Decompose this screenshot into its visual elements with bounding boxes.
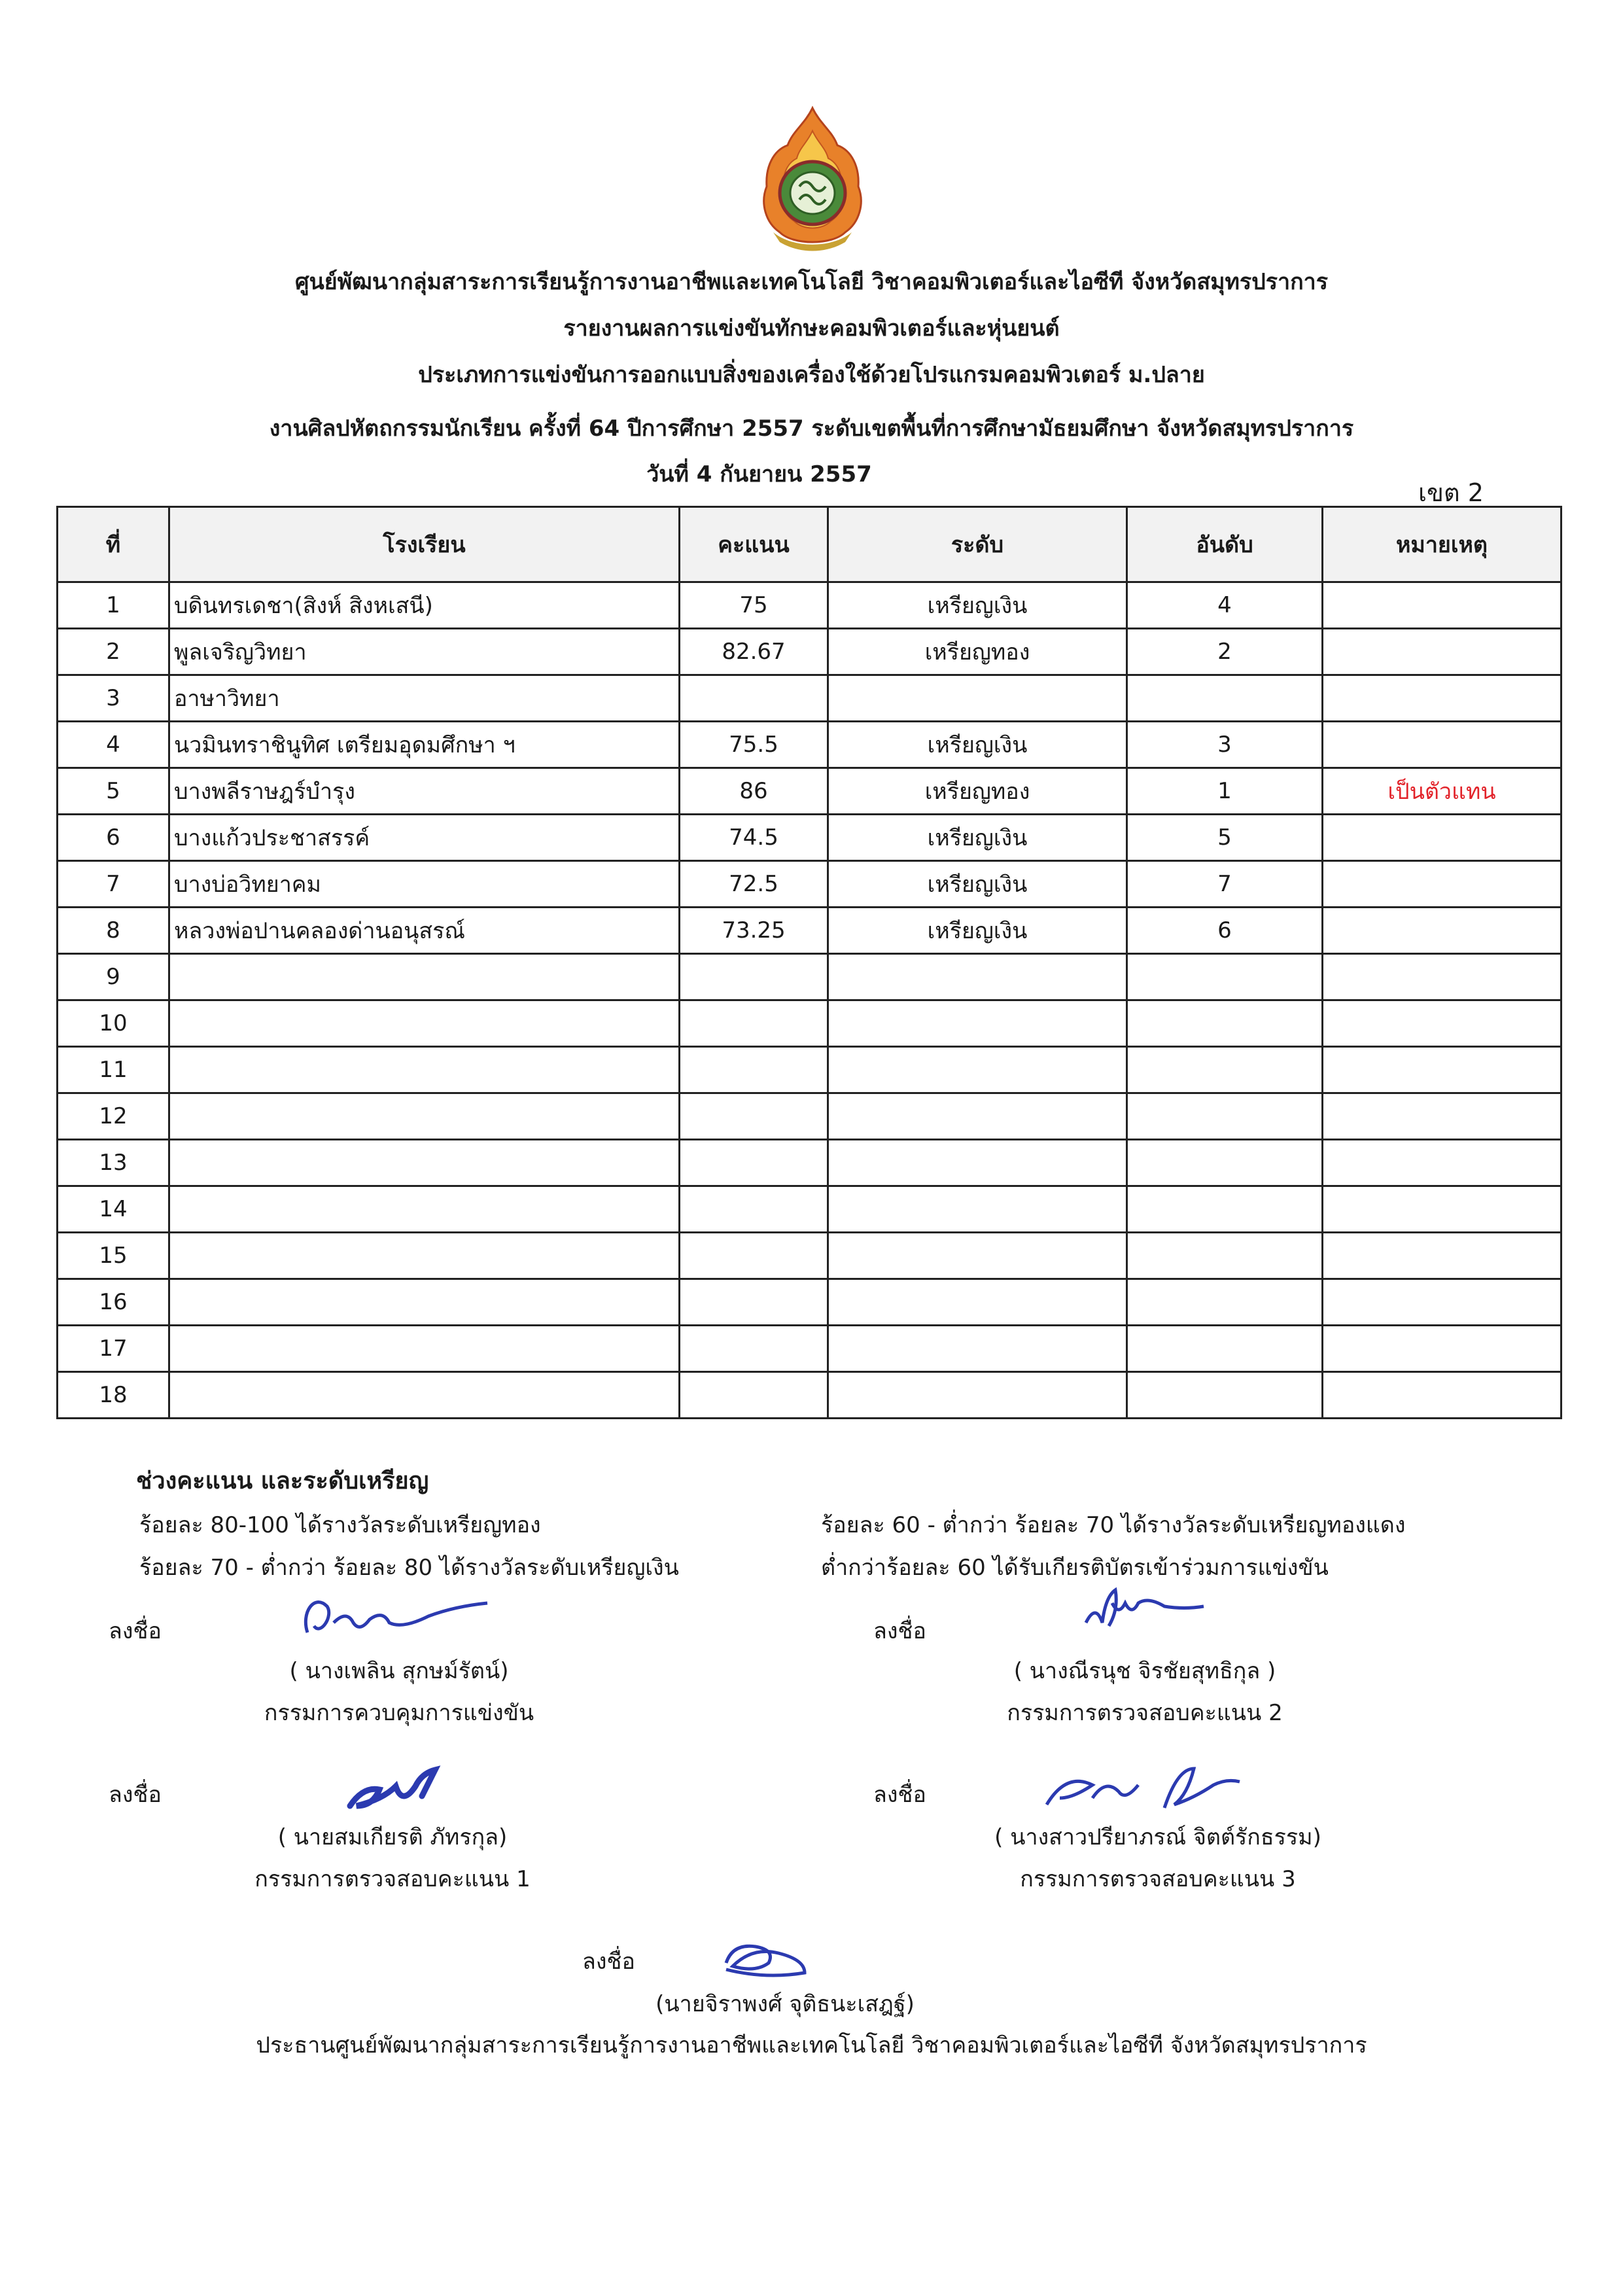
cell-no: 3 <box>58 675 169 722</box>
cell-score <box>680 954 828 1000</box>
table-row <box>58 1047 1562 1093</box>
cell-level <box>828 675 1127 722</box>
cell-school: บดินทรเดชา(สิงห์ สิงหเสนี) <box>169 582 680 629</box>
header-line-report-title: รายงานผลการแข่งขันทักษะคอมพิวเตอร์และหุ่นยนต์ <box>563 315 1060 342</box>
cell-score: 86 <box>680 768 828 815</box>
table-row <box>58 722 1562 768</box>
cell-score <box>680 1000 828 1047</box>
cell-rank <box>1127 1233 1323 1279</box>
cell-rank <box>1127 1000 1323 1047</box>
criteria-gold: ร้อยละ 80-100 ได้รางวัลระดับเหรียญทอง <box>139 1512 541 1538</box>
cell-no: 14 <box>58 1186 169 1233</box>
cell-remark: เป็นตัวแทน <box>1323 768 1562 815</box>
criteria-silver: ร้อยละ 70 - ต่ำกว่า ร้อยละ 80 ได้รางวัลระดับเหรียญเงิน <box>139 1555 679 1581</box>
cell-level <box>828 954 1127 1000</box>
header-line-date: วันที่ 4 กันยายน 2557 <box>646 461 872 487</box>
sign-label: ลงชื่อ <box>109 1782 162 1808</box>
table-row <box>58 954 1562 1000</box>
cell-level <box>828 1186 1127 1233</box>
signer-name: (นายจิราพงศ์ จุติธนะเสฎฐ์) <box>655 1991 915 2017</box>
column-header-score: คะแนน <box>680 507 828 582</box>
table-header-row <box>58 507 1562 582</box>
cell-remark <box>1323 815 1562 861</box>
cell-remark <box>1323 1279 1562 1326</box>
column-header-rank: อันดับ <box>1127 507 1323 582</box>
signer-name: ( นางเพลิน สุกษม์รัตน์) <box>289 1658 509 1684</box>
cell-rank <box>1127 1279 1323 1326</box>
cell-remark <box>1323 582 1562 629</box>
signature-chairman <box>713 1930 818 1983</box>
table-row <box>58 582 1562 629</box>
cell-no: 2 <box>58 629 169 675</box>
column-header-level: ระดับ <box>828 507 1127 582</box>
cell-school <box>169 1326 680 1372</box>
cell-remark <box>1323 1186 1562 1233</box>
cell-remark <box>1323 1047 1562 1093</box>
cell-rank <box>1127 675 1323 722</box>
header-line-center: ศูนย์พัฒนากลุ่มสาระการเรียนรู้การงานอาชีพและเทคโนโลยี วิชาคอมพิวเตอร์และไอซีที จังหวัดสมุทรปราการ <box>294 269 1329 295</box>
cell-level: เหรียญเงิน <box>828 582 1127 629</box>
cell-remark <box>1323 954 1562 1000</box>
cell-school: บางแก้วประชาสรรค์ <box>169 815 680 861</box>
cell-level: เหรียญเงิน <box>828 861 1127 908</box>
cell-level: เหรียญทอง <box>828 629 1127 675</box>
table-row <box>58 1326 1562 1372</box>
cell-remark <box>1323 1372 1562 1419</box>
cell-no: 1 <box>58 582 169 629</box>
column-header-school: โรงเรียน <box>169 507 680 582</box>
table-row <box>58 815 1562 861</box>
cell-school: นวมินทราชินูทิศ เตรียมอุดมศึกษา ฯ <box>169 722 680 768</box>
cell-level <box>828 1279 1127 1326</box>
cell-remark <box>1323 629 1562 675</box>
signer-role: กรรมการตรวจสอบคะแนน 3 <box>1020 1866 1296 1892</box>
cell-school <box>169 1279 680 1326</box>
cell-school <box>169 1186 680 1233</box>
cell-level: เหรียญทอง <box>828 768 1127 815</box>
cell-score: 72.5 <box>680 861 828 908</box>
cell-rank <box>1127 954 1323 1000</box>
cell-score <box>680 1047 828 1093</box>
cell-remark <box>1323 722 1562 768</box>
cell-rank: 5 <box>1127 815 1323 861</box>
column-header-no: ที่ <box>58 507 169 582</box>
table-row <box>58 1372 1562 1419</box>
table-row <box>58 629 1562 675</box>
table-row <box>58 1140 1562 1186</box>
cell-rank: 3 <box>1127 722 1323 768</box>
results-table-body <box>58 582 1562 1419</box>
cell-score: 82.67 <box>680 629 828 675</box>
cell-remark <box>1323 1233 1562 1279</box>
signer-role: ประธานศูนย์พัฒนากลุ่มสาระการเรียนรู้การงานอาชีพและเทคโนโลยี วิชาคอมพิวเตอร์และไอซีที จังหวัดสมุทรปราการ <box>256 2032 1367 2058</box>
cell-remark <box>1323 1000 1562 1047</box>
table-row <box>58 1093 1562 1140</box>
cell-score <box>680 1140 828 1186</box>
cell-rank: 6 <box>1127 908 1323 954</box>
cell-school <box>169 1233 680 1279</box>
sign-label: ลงชื่อ <box>582 1949 635 1975</box>
signer-name: ( นายสมเกียรติ ภัทรกุล) <box>277 1824 508 1850</box>
cell-score: 75.5 <box>680 722 828 768</box>
cell-school: อาษาวิทยา <box>169 675 680 722</box>
cell-rank <box>1127 1047 1323 1093</box>
ministry-emblem-logo <box>747 105 878 255</box>
cell-score <box>680 1186 828 1233</box>
cell-no: 12 <box>58 1093 169 1140</box>
sign-label: ลงชื่อ <box>109 1618 162 1644</box>
cell-no: 7 <box>58 861 169 908</box>
cell-no: 16 <box>58 1279 169 1326</box>
criteria-title: ช่วงคะแนน และระดับเหรียญ <box>136 1468 429 1494</box>
cell-score <box>680 1233 828 1279</box>
table-row <box>58 768 1562 815</box>
cell-score <box>680 1326 828 1372</box>
signature-score-checker-3 <box>1034 1759 1249 1818</box>
cell-score: 73.25 <box>680 908 828 954</box>
cell-score <box>680 1093 828 1140</box>
header-line-event: งานศิลปหัตถกรรมนักเรียน ครั้งที่ 64 ปีการศึกษา 2557 ระดับเขตพื้นที่การศึกษามัธยมศึกษา จังหวัดสมุทรปราการ <box>269 415 1354 442</box>
signer-role: กรรมการควบคุมการแข่งขัน <box>264 1700 534 1726</box>
cell-rank: 7 <box>1127 861 1323 908</box>
cell-remark <box>1323 861 1562 908</box>
cell-score <box>680 675 828 722</box>
cell-rank <box>1127 1186 1323 1233</box>
cell-score <box>680 1372 828 1419</box>
cell-rank <box>1127 1140 1323 1186</box>
zone-label: เขต 2 <box>1418 478 1484 507</box>
table-row <box>58 861 1562 908</box>
criteria-participation: ต่ำกว่าร้อยละ 60 ได้รับเกียรติบัตรเข้าร่วมการแข่งขัน <box>821 1555 1329 1581</box>
cell-level <box>828 1047 1127 1093</box>
cell-school <box>169 1372 680 1419</box>
cell-level <box>828 1000 1127 1047</box>
table-row <box>58 1279 1562 1326</box>
cell-level: เหรียญเงิน <box>828 908 1127 954</box>
cell-remark <box>1323 675 1562 722</box>
cell-no: 6 <box>58 815 169 861</box>
table-row <box>58 1186 1562 1233</box>
cell-no: 13 <box>58 1140 169 1186</box>
table-row <box>58 1233 1562 1279</box>
signature-score-checker-2 <box>1073 1583 1223 1642</box>
cell-no: 11 <box>58 1047 169 1093</box>
cell-school <box>169 1047 680 1093</box>
cell-rank <box>1127 1372 1323 1419</box>
cell-level <box>828 1093 1127 1140</box>
cell-school: บางพลีราษฎร์บำรุง <box>169 768 680 815</box>
cell-rank <box>1127 1093 1323 1140</box>
signer-name: ( นางสาวปรียาภรณ์ จิตต์รักธรรม) <box>994 1824 1321 1850</box>
table-row <box>58 1000 1562 1047</box>
signer-role: กรรมการตรวจสอบคะแนน 1 <box>254 1866 531 1892</box>
sign-label: ลงชื่อ <box>873 1782 926 1808</box>
cell-remark <box>1323 1140 1562 1186</box>
header-line-competition-type: ประเภทการแข่งขันการออกแบบสิ่งของเครื่องใช้ด้วยโปรแกรมคอมพิวเตอร์ ม.ปลาย <box>418 362 1205 388</box>
column-header-remark: หมายเหตุ <box>1323 507 1562 582</box>
cell-school: บางบ่อวิทยาคม <box>169 861 680 908</box>
cell-no: 15 <box>58 1233 169 1279</box>
cell-school: หลวงพ่อปานคลองด่านอนุสรณ์ <box>169 908 680 954</box>
cell-score <box>680 1279 828 1326</box>
signature-control-committee <box>288 1587 491 1646</box>
results-table <box>56 506 1562 1419</box>
cell-no: 5 <box>58 768 169 815</box>
cell-school <box>169 1140 680 1186</box>
signer-name: ( นางณีรนุช จิรชัยสุทธิกุล ) <box>1013 1658 1276 1684</box>
cell-no: 18 <box>58 1372 169 1419</box>
cell-level <box>828 1233 1127 1279</box>
signer-role: กรรมการตรวจสอบคะแนน 2 <box>1007 1700 1283 1726</box>
cell-school <box>169 954 680 1000</box>
cell-score: 74.5 <box>680 815 828 861</box>
cell-school: พูลเจริญวิทยา <box>169 629 680 675</box>
cell-rank <box>1127 1326 1323 1372</box>
cell-level: เหรียญเงิน <box>828 722 1127 768</box>
sign-label: ลงชื่อ <box>873 1618 926 1644</box>
cell-score: 75 <box>680 582 828 629</box>
criteria-bronze: ร้อยละ 60 - ต่ำกว่า ร้อยละ 70 ได้รางวัลระดับเหรียญทองแดง <box>821 1512 1406 1538</box>
cell-no: 8 <box>58 908 169 954</box>
cell-no: 9 <box>58 954 169 1000</box>
cell-remark <box>1323 908 1562 954</box>
table-row <box>58 908 1562 954</box>
cell-no: 4 <box>58 722 169 768</box>
cell-rank: 2 <box>1127 629 1323 675</box>
cell-level: เหรียญเงิน <box>828 815 1127 861</box>
cell-level <box>828 1326 1127 1372</box>
cell-remark <box>1323 1093 1562 1140</box>
cell-school <box>169 1000 680 1047</box>
cell-no: 17 <box>58 1326 169 1372</box>
cell-remark <box>1323 1326 1562 1372</box>
table-row <box>58 675 1562 722</box>
cell-no: 10 <box>58 1000 169 1047</box>
cell-level <box>828 1372 1127 1419</box>
cell-level <box>828 1140 1127 1186</box>
cell-school <box>169 1093 680 1140</box>
cell-rank: 4 <box>1127 582 1323 629</box>
signature-score-checker-1 <box>340 1763 464 1816</box>
cell-rank: 1 <box>1127 768 1323 815</box>
